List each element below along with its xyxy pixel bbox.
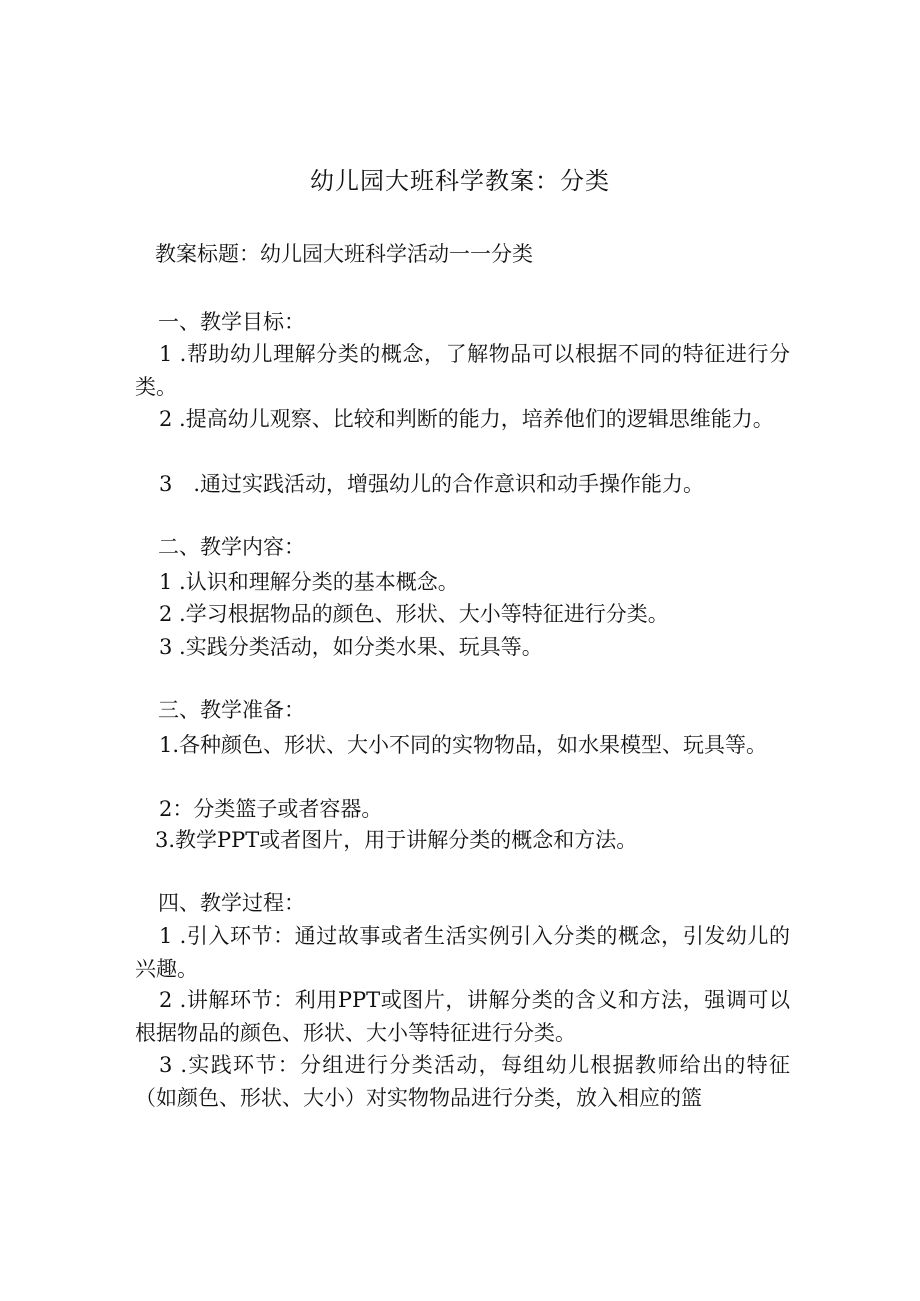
list-item: 3 .实践分类活动，如分类水果、玩具等。 xyxy=(159,635,543,659)
section-heading: 四、教学过程： xyxy=(158,891,305,915)
list-item: 2 .提高幼儿观察、比较和判断的能力，培养他们的逻辑思维能力。 xyxy=(159,407,774,431)
list-item: 1 .引入环节：通过故事或者生活实例引入分类的概念，引发幼儿的兴趣。 xyxy=(135,924,790,981)
section-heading: 三、教学准备： xyxy=(158,698,305,722)
lesson-plan-subtitle: 教案标题：幼儿园大班科学活动一一分类 xyxy=(155,242,533,266)
section-heading: 二、教学内容： xyxy=(158,535,305,559)
list-item: 2：分类篮子或者容器。 xyxy=(159,797,383,821)
list-item: 2 .讲解环节：利用PPT或图片，讲解分类的含义和方法，强调可以根据物品的颜色、形状、大小等特征进行分类。 xyxy=(135,988,790,1045)
list-item: 3 .实践环节：分组进行分类活动，每组幼儿根据教师给出的特征（如颜色、形状、大小）对实物物品进行分类，放入相应的篮 xyxy=(135,1053,790,1110)
list-item: 1 .认识和理解分类的基本概念。 xyxy=(159,570,459,594)
section-heading: 一、教学目标： xyxy=(158,310,305,334)
list-item: 2 .学习根据物品的颜色、形状、大小等特征进行分类。 xyxy=(159,602,669,626)
document-title: 幼儿园大班科学教案：分类 xyxy=(310,167,610,195)
list-item: 3.教学PPT或者图片，用于讲解分类的概念和方法。 xyxy=(155,828,638,852)
list-item: 1.各种颜色、形状、大小不同的实物物品，如水果模型、玩具等。 xyxy=(159,733,768,757)
list-item: 3 .通过实践活动，增强幼儿的合作意识和动手操作能力。 xyxy=(159,472,705,496)
list-item: 1 .帮助幼儿理解分类的概念，了解物品可以根据不同的特征进行分类。 xyxy=(135,342,790,399)
